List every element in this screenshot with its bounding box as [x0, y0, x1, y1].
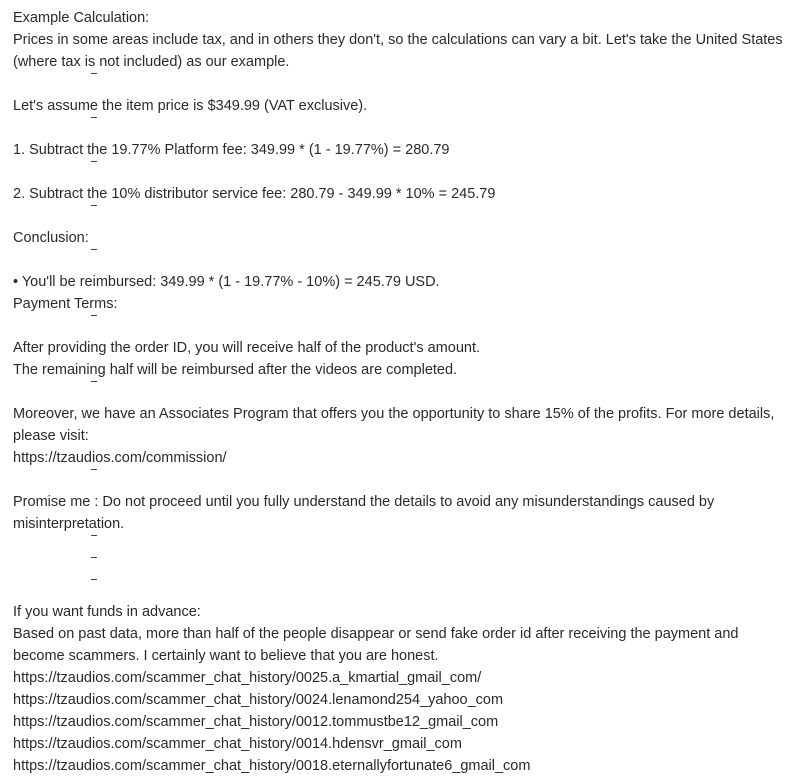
advance-funds-text: Based on past data, more than half of the people disappear or send fake order id after receiving the payment and become scammers. I certainly want to believe that you are honest.: [13, 626, 739, 664]
spacer: [13, 579, 783, 601]
price-assumption: Let's assume the item price is $349.99 (VAT exclusive).: [13, 98, 368, 114]
spacer: [13, 205, 783, 227]
distributor-fee-step: 2. Subtract the 10% distributor service fee: 280.79 - 349.99 * 10% = 245.79: [13, 186, 496, 202]
reimbursement-bullet: • You'll be reimbursed: 349.99 * (1 - 19.77% - 10%) = 245.79 USD.: [13, 274, 440, 290]
separator-mark: [91, 205, 97, 206]
advance-funds-heading: If you want funds in advance:: [13, 604, 201, 620]
spacer: [13, 249, 783, 271]
separator-mark: [91, 579, 97, 580]
scammer-history-link[interactable]: https://tzaudios.com/scammer_chat_history/0025.a_kmartial_gmail_com/: [13, 670, 482, 686]
platform-fee-step: 1. Subtract the 19.77% Platform fee: 349.99 * (1 - 19.77%) = 280.79: [13, 142, 450, 158]
separator-mark: [91, 535, 97, 536]
payment-term-1: After providing the order ID, you will receive half of the product's amount.: [13, 340, 481, 356]
spacer: [13, 557, 783, 579]
example-calculation-heading: Example Calculation:: [13, 10, 150, 26]
separator-mark: [91, 469, 97, 470]
spacer: [13, 161, 783, 183]
scammer-history-link[interactable]: https://tzaudios.com/scammer_chat_history/0018.eternallyfortunate6_gmail_com: [13, 758, 531, 774]
conclusion-label: Conclusion:: [13, 230, 89, 246]
message-body: [13, 7, 783, 777]
calculation-intro: Prices in some areas include tax, and in others they don't, so the calculations can vary a bit. Let's take the United States (where tax is not included) as our example.: [13, 32, 783, 70]
scammer-history-link[interactable]: https://tzaudios.com/scammer_chat_history/0024.lenamond254_yahoo_com: [13, 692, 504, 708]
associates-program-text: Moreover, we have an Associates Program that offers you the opportunity to share 15% of the profits. For more details, please visit:: [13, 406, 775, 444]
payment-terms-heading: Payment Terms:: [13, 296, 118, 312]
scammer-history-link[interactable]: https://tzaudios.com/scammer_chat_history/0012.tommustbe12_gmail_com: [13, 714, 499, 730]
spacer: [13, 117, 783, 139]
separator-mark: [91, 161, 97, 162]
commission-link[interactable]: https://tzaudios.com/commission/: [13, 450, 227, 466]
separator-mark: [91, 315, 97, 316]
spacer: [13, 535, 783, 557]
separator-mark: [91, 557, 97, 558]
separator-mark: [91, 117, 97, 118]
scammer-history-link[interactable]: https://tzaudios.com/scammer_chat_history/0014.hdensvr_gmail_com: [13, 736, 462, 752]
separator-mark: [91, 73, 97, 74]
spacer: [13, 381, 783, 403]
spacer: [13, 469, 783, 491]
payment-term-2: The remaining half will be reimbursed after the videos are completed.: [13, 362, 458, 378]
spacer: [13, 73, 783, 95]
separator-mark: [91, 381, 97, 382]
separator-mark: [91, 249, 97, 250]
promise-text: Promise me : Do not proceed until you fully understand the details to avoid any misunderstandings caused by misinterpretation.: [13, 494, 715, 532]
spacer: [13, 315, 783, 337]
